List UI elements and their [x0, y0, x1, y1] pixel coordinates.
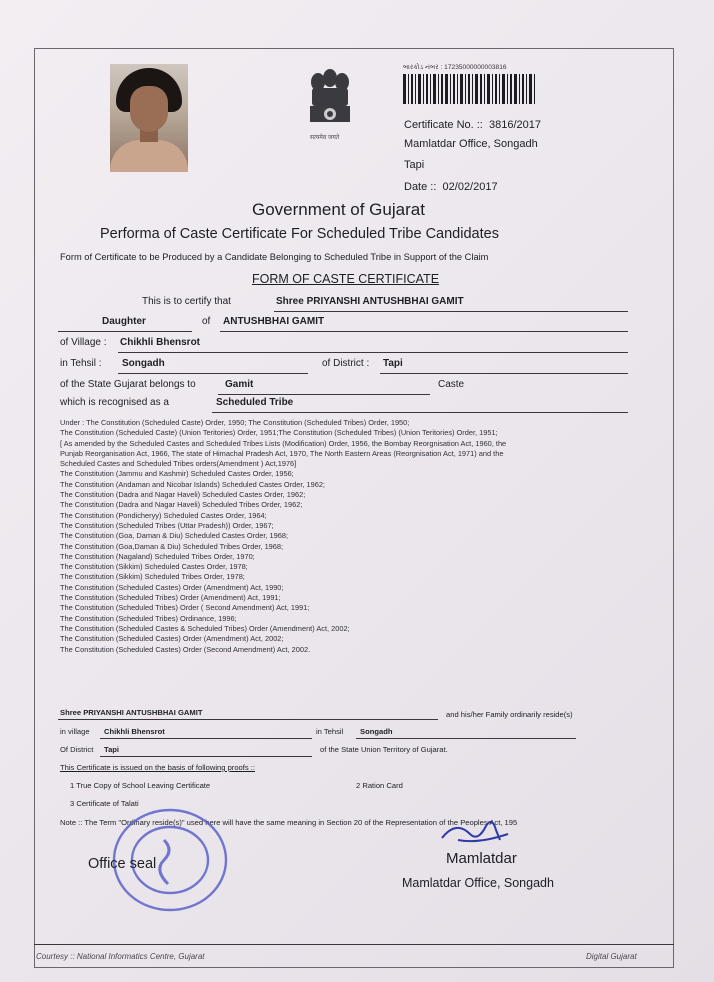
signatory-office: Mamlatdar Office, Songadh: [402, 876, 554, 890]
name-underline: [274, 311, 628, 312]
date-value: 02/02/2017: [442, 181, 498, 193]
district-label: of District :: [322, 358, 370, 369]
clause-line: The Constitution (Scheduled Tribes) Order (Amendment) Act, 1991;: [60, 593, 281, 603]
clause-line: The Constitution (Scheduled Caste) (Union Teritories) Order, 1951;The Constitution (Scheduled Tribes) (Union Teritories) Order, 1951;: [60, 428, 498, 438]
of-label: of: [202, 316, 211, 327]
certificate-number: [404, 119, 541, 131]
res-village-label: in village: [60, 727, 90, 736]
clause-line: The Constitution (Scheduled Tribes) Ordinance, 1996;: [60, 613, 237, 623]
clause-line: The Constitution (Sikkim) Scheduled Tribes Order, 1978;: [60, 572, 245, 582]
clause-line: The Constitution (Scheduled Castes) Order (Amendment) Act, 1990;: [60, 582, 284, 592]
clause-line: The Constitution (Jammu and Kashmir) Scheduled Castes Order, 1956;: [60, 469, 294, 479]
category-value: Scheduled Tribe: [216, 397, 294, 408]
certificate-no-label: Certificate No. ::: [404, 119, 483, 131]
candidate-photo: [110, 64, 188, 172]
proofs-label: This Certificate is issued on the basis of following proofs ::: [60, 763, 255, 772]
res-district-label: Of District: [60, 745, 94, 754]
constitution-clauses: [60, 418, 620, 655]
form-description: Form of Certificate to be Produced by a Candidate Belonging to Scheduled Tribe in Support of the Claim: [60, 252, 489, 262]
recognised-label: which is recognised as a: [60, 397, 169, 408]
reside-text: and his/her Family ordinarily reside(s): [446, 710, 573, 719]
relation-underline: [58, 331, 192, 332]
state-territory-text: of the State Union Territory of Gujarat.: [320, 745, 448, 754]
office-seal-label: Office seal: [88, 856, 157, 872]
candidate-name: Shree PRIYANSHI ANTUSHBHAI GAMIT: [276, 296, 464, 307]
clause-line: The Constitution (Scheduled Castes) Order (Second Amendment) Act, 2002.: [60, 644, 311, 654]
footer-rule: [34, 944, 674, 945]
district-underline: [380, 373, 628, 374]
issue-date: [404, 181, 498, 193]
emblem-motto: सत्यमेव जयते: [310, 135, 340, 141]
resident-name: Shree PRIYANSHI ANTUSHBHAI GAMIT: [60, 708, 203, 717]
res-district-underline: [100, 756, 312, 757]
village-underline: [118, 352, 628, 353]
clause-line: The Constitution (Nagaland) Scheduled Tribes Order, 1970;: [60, 551, 255, 561]
form-heading: FORM OF CASTE CERTIFICATE: [252, 272, 440, 286]
resident-underline: [58, 719, 438, 720]
clause-line: The Constitution (Dadra and Nagar Haveli) Scheduled Tribes Order, 1962;: [60, 500, 303, 510]
clause-line: The Constitution (Goa,Daman & Diu) Scheduled Tribes Order, 1968;: [60, 541, 284, 551]
clause-line: The Constitution (Scheduled Tribes) Order ( Second Amendment) Act, 1991;: [60, 603, 310, 613]
barcode-icon: [403, 74, 535, 104]
res-village-value: Chikhli Bhensrot: [104, 727, 165, 736]
clause-line: The Constitution (Sikkim) Scheduled Castes Order, 1978;: [60, 562, 248, 572]
proof-item: 3 Certificate of Talati: [70, 799, 139, 808]
govt-title: Government of Gujarat: [252, 200, 425, 219]
clause-line: [ As amended by the Scheduled Castes and Scheduled Tribes Lists (Modification) Order, 1956, the Bombay Reorgnisation Act, 1960, the: [60, 438, 507, 448]
relation-value: Daughter: [102, 316, 146, 327]
parent-underline: [220, 331, 628, 332]
clause-line: Under : The Constitution (Scheduled Caste) Order, 1950; The Constitution (Scheduled Tribes) Order, 1950;: [60, 418, 410, 427]
parent-name: ANTUSHBHAI GAMIT: [223, 316, 325, 327]
tehsil-underline: [118, 373, 308, 374]
clause-line: The Constitution (Goa, Daman & Diu) Scheduled Castes Order, 1968;: [60, 531, 288, 541]
res-tehsil-underline: [356, 738, 576, 739]
caste-label: Caste: [438, 379, 465, 390]
signatory-title: Mamlatdar: [446, 850, 517, 867]
res-tehsil-label: in Tehsil: [316, 727, 344, 736]
clause-line: Punjab Reorganisation Act, 1966, The state of Himachal Pradesh Act, 1970, The North Eastern Areas (Reorgnisation Act, 1971) and the: [60, 448, 504, 458]
district-value: Tapi: [383, 358, 403, 369]
clause-line: Scheduled Castes and Scheduled Tribes orders(Amendment ) Act,1976]: [60, 459, 297, 469]
clause-line: The Constitution (Scheduled Tribes (Uttar Pradesh)) Order, 1967;: [60, 520, 274, 530]
clause-line: The Constitution (Scheduled Castes & Scheduled Tribes) Order (Amendment) Act, 2002;: [60, 623, 350, 633]
performa-title: Performa of Caste Certificate For Scheduled Tribe Candidates: [100, 226, 499, 242]
date-label: Date ::: [404, 181, 437, 193]
caste-value: Gamit: [225, 379, 254, 390]
category-underline: [212, 412, 628, 413]
clause-line: The Constitution (Andaman and Nicobar Islands) Scheduled Castes Order, 1962;: [60, 479, 325, 489]
res-village-underline: [100, 738, 312, 739]
tehsil-value: Songadh: [122, 358, 165, 369]
national-emblem-icon: [300, 64, 360, 144]
certificate-no-value: 3816/2017: [488, 119, 541, 131]
res-district-value: Tapi: [104, 745, 120, 754]
proof-item: 1 True Copy of School Leaving Certificate: [70, 781, 211, 790]
caste-underline: [218, 394, 430, 395]
office-city: Tapi: [404, 159, 425, 171]
issuing-office: Mamlatdar Office, Songadh: [404, 138, 538, 150]
res-tehsil-value: Songadh: [360, 727, 393, 736]
barcode-number: બારકોડ નંબર : 17235000000003816: [403, 64, 507, 71]
clause-line: The Constitution (Pondicheryy) Scheduled Castes Order, 1964;: [60, 510, 267, 520]
proof-item: 2 Ration Card: [356, 781, 403, 790]
clause-line: The Constitution (Dadra and Nagar Haveli) Scheduled Castes Order, 1962;: [60, 490, 306, 500]
signature: [438, 816, 522, 850]
state-label: of the State Gujarat belongs to: [60, 379, 196, 390]
portal-name: Digital Gujarat: [586, 952, 637, 961]
village-value: Chikhli Bhensrot: [120, 337, 201, 348]
courtesy-text: Courtesy :: National Informatics Centre, Gujarat: [36, 952, 205, 961]
village-label: of Village :: [60, 337, 107, 348]
clause-line: The Constitution (Scheduled Castes) Order (Amendment) Act, 2002;: [60, 634, 284, 644]
ordinary-reside-note: Note :: The Term "Ordinary reside(s)" used here will have the same meaning in Section 20 of the Representation of the Peoples Act, 195: [60, 818, 518, 827]
tehsil-label: in Tehsil :: [60, 358, 102, 369]
certify-label: This is to certify that: [142, 296, 231, 307]
